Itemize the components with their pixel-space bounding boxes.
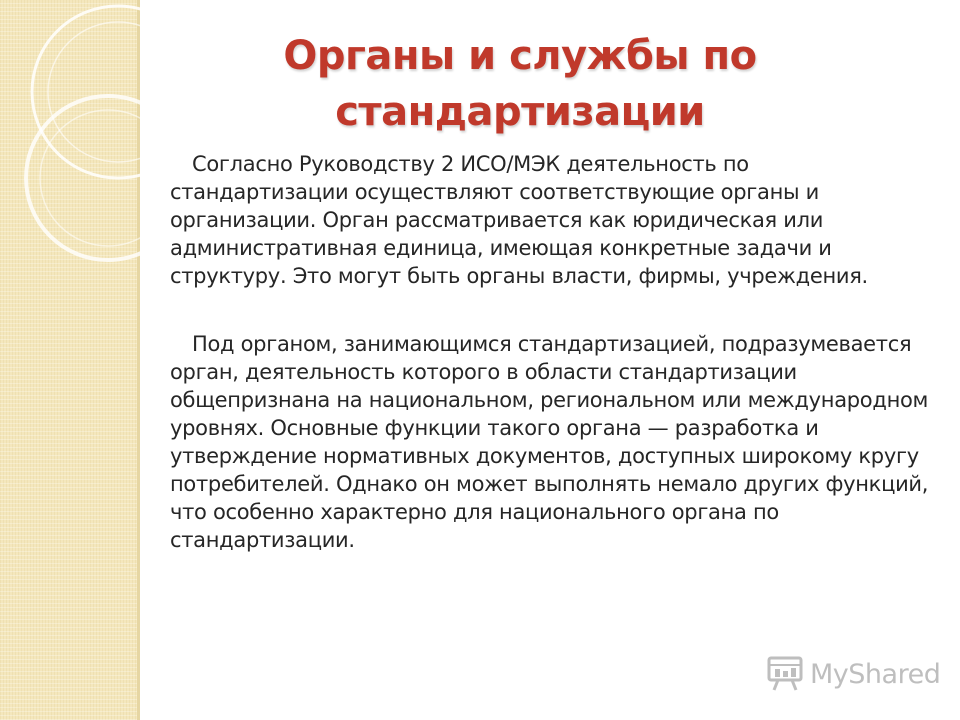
slide-body <box>170 150 930 554</box>
slide-title: Органы и службы по стандартизации <box>283 33 757 135</box>
body-paragraph-2: Под органом, занимающимся стандартизацией, подразумевается орган, деятельность которого в области стандартизации общепризнана на национальном, региональном или международном уровнях. Основные функции такого органа — разработка и утверждение нормативных документов, доступных широкому кругу потребителей. Однако он может выполнять немало других функций, что особенно характерно для национального органа по стандартизации. <box>170 332 929 552</box>
watermark-text: MyShared <box>810 658 941 690</box>
decorative-circles <box>0 0 150 320</box>
myshared-watermark <box>766 654 940 694</box>
presentation-board-icon <box>766 656 804 692</box>
body-paragraph-1: Согласно Руководству 2 ИСО/МЭК деятельность по стандартизации осуществляют соответствующие органы и организации. Орган рассматривается как юридическая или административная единица, имеющая конкретные задачи и структуру. Это могут быть органы власти, фирмы, учреждения. <box>170 152 868 288</box>
